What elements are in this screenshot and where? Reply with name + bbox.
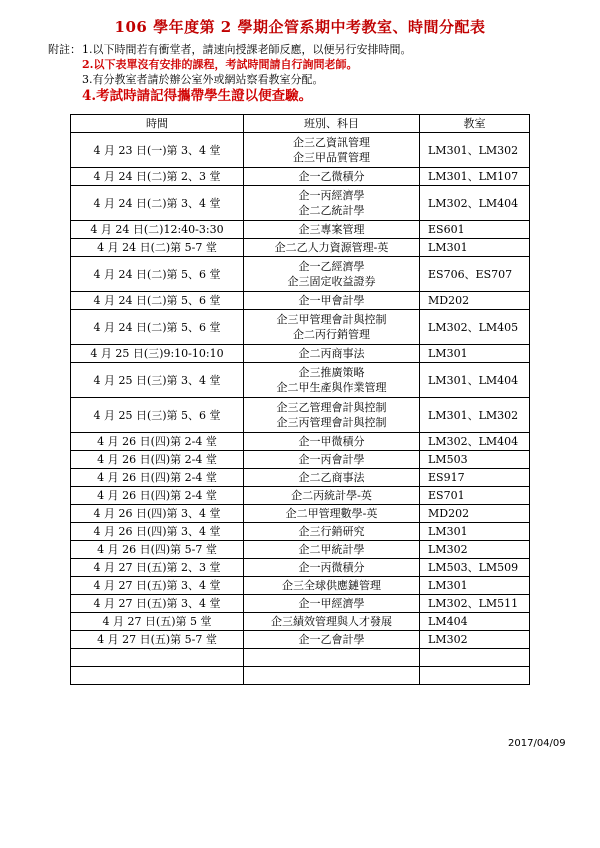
table-row <box>71 433 530 451</box>
cell-course <box>244 523 420 541</box>
note-2-text: 2.以下表單沒有安排的課程，考試時間請自行詢問老師。 <box>82 58 358 71</box>
cell-room: LM302、LM404 <box>420 186 530 221</box>
note-3-text: 3.有分教室者請於辦公室外或網站察看教室分配。 <box>82 73 324 86</box>
table-row <box>71 257 530 292</box>
table-row <box>71 292 530 310</box>
cell-course <box>244 398 420 433</box>
course-name: 企二丙統計學-英 <box>291 489 372 502</box>
course-name: 企三績效管理與人才發展 <box>271 615 392 628</box>
cell-time: 4 月 24 日(二)第 2、3 堂 <box>71 168 244 186</box>
cell-room: LM301 <box>420 239 530 257</box>
cell-time: 4 月 26 日(四)第 2-4 堂 <box>71 451 244 469</box>
course-name: 企三丙管理會計與控制 <box>276 416 387 429</box>
table-row <box>71 221 530 239</box>
cell-course <box>244 186 420 221</box>
cell-room: ES601 <box>420 221 530 239</box>
table-row <box>71 469 530 487</box>
table-body <box>71 133 530 685</box>
cell-time: 4 月 26 日(四)第 2-4 堂 <box>71 487 244 505</box>
table-row <box>71 505 530 523</box>
cell-time: 4 月 23 日(一)第 3、4 堂 <box>71 133 244 168</box>
course-name: 企二乙商事法 <box>298 471 365 484</box>
empty-cell <box>244 649 420 667</box>
header-room: 教室 <box>420 115 530 133</box>
notes <box>48 42 568 106</box>
table-row <box>71 398 530 433</box>
cell-course <box>244 559 420 577</box>
cell-course <box>244 577 420 595</box>
table-row <box>71 487 530 505</box>
course-name: 企三行銷研究 <box>298 525 365 538</box>
course-name: 企一甲微積分 <box>298 435 365 448</box>
course-name: 企三乙資訊管理 <box>293 136 370 149</box>
cell-course <box>244 221 420 239</box>
cell-course <box>244 133 420 168</box>
course-name: 企三甲品質管理 <box>293 151 370 164</box>
empty-cell <box>420 667 530 685</box>
course-name: 企一甲經濟學 <box>298 597 365 610</box>
table-row <box>71 613 530 631</box>
course-name: 企二甲生產與作業管理 <box>276 381 387 394</box>
note-1-text: 1.以下時間若有衝堂者，請速向授課老師反應，以便另行安排時間。 <box>82 43 412 56</box>
cell-room: LM503 <box>420 451 530 469</box>
table-row <box>71 541 530 559</box>
course-name: 企二乙統計學 <box>298 204 365 217</box>
course-name: 企一乙會計學 <box>298 633 365 646</box>
cell-course <box>244 505 420 523</box>
course-name: 企二丙商事法 <box>298 347 365 360</box>
course-name: 企三乙管理會計與控制 <box>276 401 387 414</box>
notes-prefix: 附註： <box>48 43 81 56</box>
table-row <box>71 345 530 363</box>
cell-course <box>244 363 420 398</box>
cell-course <box>244 487 420 505</box>
empty-cell <box>71 649 244 667</box>
cell-course <box>244 239 420 257</box>
cell-room: LM301、LM107 <box>420 168 530 186</box>
cell-time: 4 月 27 日(五)第 5 堂 <box>71 613 244 631</box>
cell-room: MD202 <box>420 505 530 523</box>
cell-room: LM301、LM302 <box>420 133 530 168</box>
cell-course <box>244 541 420 559</box>
cell-course <box>244 168 420 186</box>
cell-time: 4 月 24 日(二)第 5-7 堂 <box>71 239 244 257</box>
course-name: 企二丙行銷管理 <box>293 328 370 341</box>
table-row <box>71 595 530 613</box>
table-row <box>71 133 530 168</box>
cell-course <box>244 433 420 451</box>
cell-time: 4 月 26 日(四)第 3、4 堂 <box>71 505 244 523</box>
cell-room: LM301 <box>420 523 530 541</box>
course-name: 企三甲管理會計與控制 <box>276 313 387 326</box>
cell-time: 4 月 26 日(四)第 2-4 堂 <box>71 469 244 487</box>
course-name: 企三推廣策略 <box>298 366 365 379</box>
cell-time: 4 月 27 日(五)第 3、4 堂 <box>71 595 244 613</box>
cell-course <box>244 469 420 487</box>
cell-room: ES706、ES707 <box>420 257 530 292</box>
cell-course <box>244 257 420 292</box>
course-name: 企一甲會計學 <box>298 294 365 307</box>
cell-time: 4 月 24 日(二)第 5、6 堂 <box>71 292 244 310</box>
cell-course <box>244 310 420 345</box>
cell-time: 4 月 25 日(三)9:10-10:10 <box>71 345 244 363</box>
document-date: 2017/04/09 <box>508 738 566 749</box>
course-name: 企三固定收益證券 <box>287 275 376 288</box>
table-row <box>71 631 530 649</box>
table-row <box>71 186 530 221</box>
empty-cell <box>71 667 244 685</box>
cell-time: 4 月 27 日(五)第 2、3 堂 <box>71 559 244 577</box>
cell-room: LM503、LM509 <box>420 559 530 577</box>
empty-cell <box>420 649 530 667</box>
note-3 <box>48 72 568 87</box>
course-name: 企一乙經濟學 <box>298 260 365 273</box>
cell-room: LM404 <box>420 613 530 631</box>
cell-course <box>244 631 420 649</box>
cell-course <box>244 613 420 631</box>
cell-time: 4 月 25 日(三)第 5、6 堂 <box>71 398 244 433</box>
course-name: 企二甲管理數學-英 <box>285 507 378 520</box>
course-name: 企一乙微積分 <box>298 170 365 183</box>
course-name: 企二乙人力資源管理-英 <box>274 241 389 254</box>
course-name: 企一丙會計學 <box>298 453 365 466</box>
cell-room: LM302、LM405 <box>420 310 530 345</box>
cell-time: 4 月 25 日(三)第 3、4 堂 <box>71 363 244 398</box>
cell-room: LM302 <box>420 631 530 649</box>
cell-room: ES701 <box>420 487 530 505</box>
cell-course <box>244 451 420 469</box>
table-row <box>71 577 530 595</box>
header-course: 班別、科目 <box>244 115 420 133</box>
table-row <box>71 523 530 541</box>
course-name: 企三全球供應鏈管理 <box>282 579 381 592</box>
course-name: 企一丙微積分 <box>298 561 365 574</box>
course-name: 企二甲統計學 <box>298 543 365 556</box>
course-name: 企三專案管理 <box>298 223 365 236</box>
cell-course <box>244 345 420 363</box>
cell-course <box>244 595 420 613</box>
cell-time: 4 月 26 日(四)第 5-7 堂 <box>71 541 244 559</box>
empty-row <box>71 667 530 685</box>
cell-room: LM302、LM404 <box>420 433 530 451</box>
cell-room: LM301 <box>420 577 530 595</box>
note-1 <box>48 42 568 57</box>
cell-time: 4 月 24 日(二)第 5、6 堂 <box>71 257 244 292</box>
page-title: 106 學年度第 2 學期企管系期中考教室、時間分配表 <box>114 18 486 36</box>
cell-time: 4 月 24 日(二)第 5、6 堂 <box>71 310 244 345</box>
schedule-table <box>70 114 530 685</box>
cell-time: 4 月 24 日(二)第 3、4 堂 <box>71 186 244 221</box>
cell-course <box>244 292 420 310</box>
table-row <box>71 168 530 186</box>
table-row <box>71 239 530 257</box>
empty-row <box>71 649 530 667</box>
table-row <box>71 559 530 577</box>
header-time: 時間 <box>71 115 244 133</box>
table-header-row <box>71 115 530 133</box>
course-name: 企一丙經濟學 <box>298 189 365 202</box>
table-row <box>71 451 530 469</box>
cell-room: LM301、LM302 <box>420 398 530 433</box>
cell-time: 4 月 26 日(四)第 2-4 堂 <box>71 433 244 451</box>
cell-time: 4 月 27 日(五)第 3、4 堂 <box>71 577 244 595</box>
cell-time: 4 月 26 日(四)第 3、4 堂 <box>71 523 244 541</box>
cell-room: LM302、LM511 <box>420 595 530 613</box>
cell-room: MD202 <box>420 292 530 310</box>
table-row <box>71 363 530 398</box>
cell-time: 4 月 27 日(五)第 5-7 堂 <box>71 631 244 649</box>
cell-room: LM301、LM404 <box>420 363 530 398</box>
cell-room: ES917 <box>420 469 530 487</box>
cell-room: LM301 <box>420 345 530 363</box>
cell-room: LM302 <box>420 541 530 559</box>
note-4-text: 4.考試時請記得攜帶學生證以便查驗。 <box>82 88 313 104</box>
empty-cell <box>244 667 420 685</box>
note-2 <box>48 57 568 72</box>
cell-time: 4 月 24 日(二)12:40-3:30 <box>71 221 244 239</box>
table-row <box>71 310 530 345</box>
note-4 <box>48 87 568 106</box>
